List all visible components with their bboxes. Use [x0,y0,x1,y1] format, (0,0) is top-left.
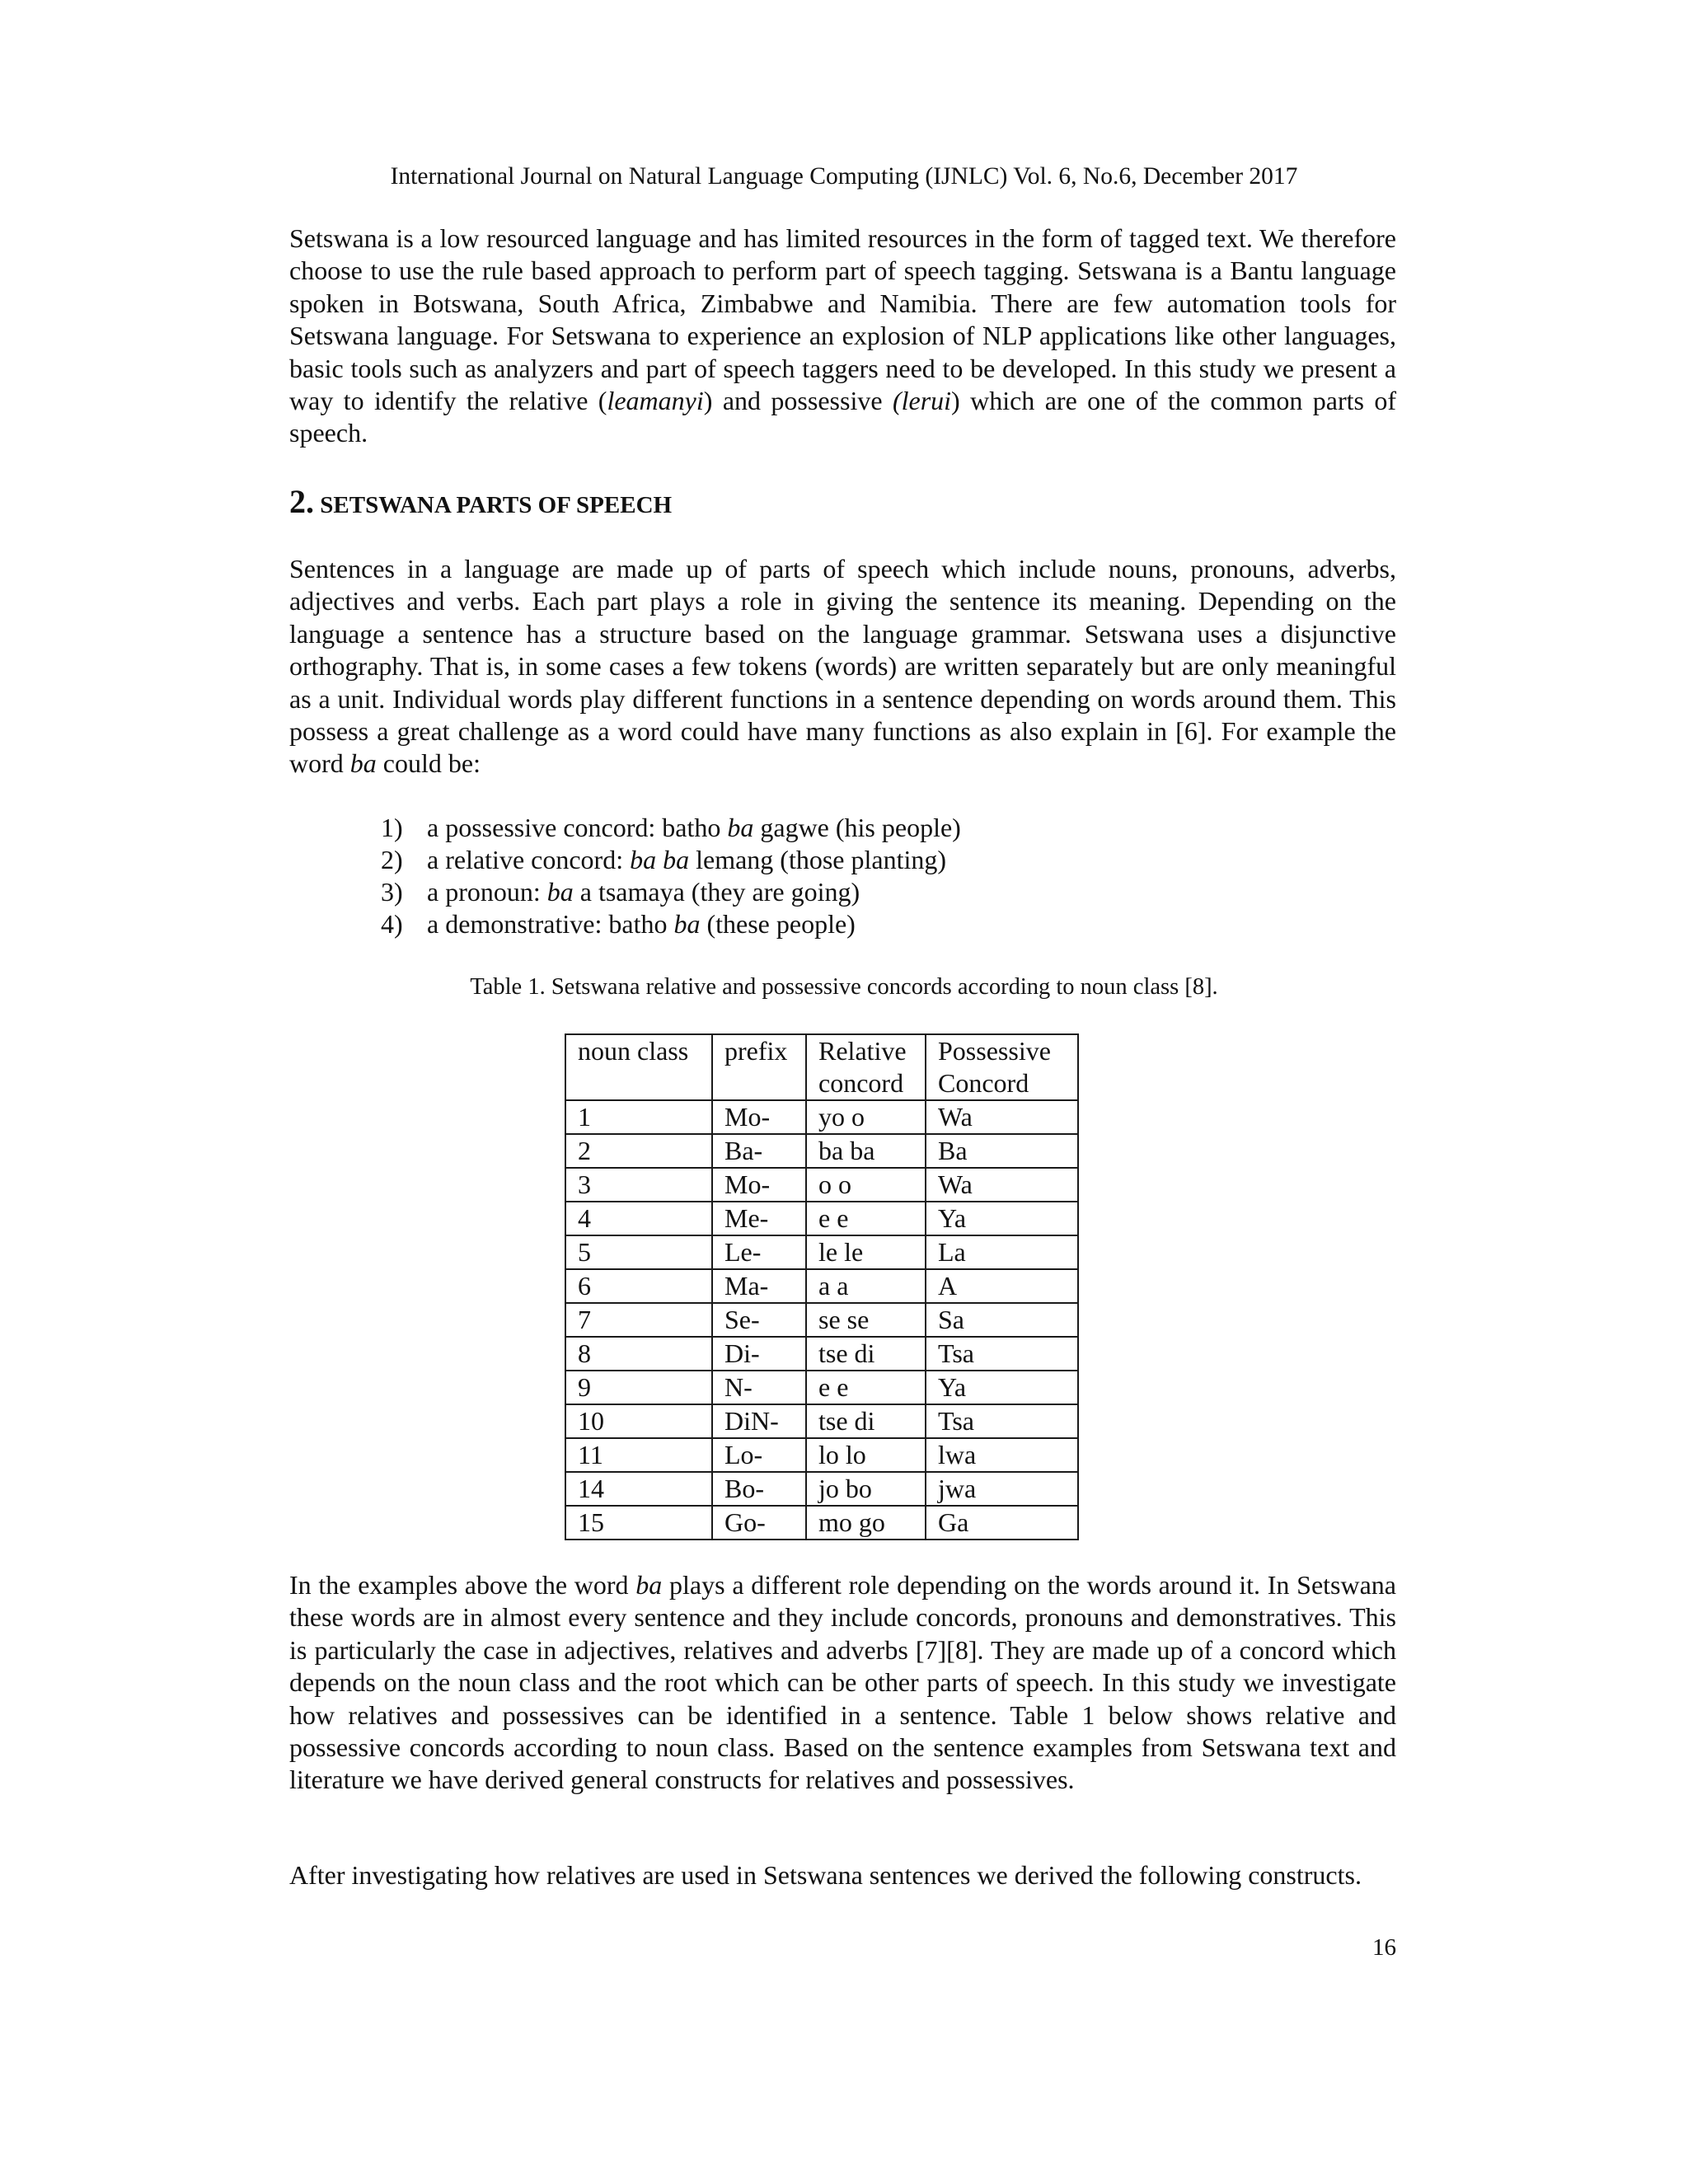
cell-possessive-concord: Wa [926,1168,1078,1202]
list-item: 4) a demonstrative: batho ba (these people) [381,909,856,939]
cell-noun-class: 11 [565,1438,712,1472]
cell-prefix: Me- [712,1202,806,1235]
cell-prefix: Le- [712,1235,806,1269]
cell-relative-concord: jo bo [806,1472,926,1506]
cell-possessive-concord: A [926,1269,1078,1303]
list-number: 3) [381,877,403,907]
cell-noun-class: 9 [565,1371,712,1404]
table-row [565,1134,1078,1168]
cell-noun-class: 10 [565,1404,712,1438]
cell-relative-concord: ba ba [806,1134,926,1168]
table-row [565,1303,1078,1337]
discussion-text-1: In the examples above the word [289,1570,636,1600]
cell-relative-concord: se se [806,1303,926,1337]
list-number: 4) [381,909,403,939]
cell-noun-class: 4 [565,1202,712,1235]
intro-text-3: ) which are one of the common parts of speech. [289,386,1396,448]
table-row [565,1100,1078,1134]
table-discussion-paragraph [289,1569,1396,1797]
cell-possessive-concord: Ya [926,1202,1078,1235]
table-row [565,1438,1078,1472]
cell-prefix: Mo- [712,1100,806,1134]
cell-noun-class: 8 [565,1337,712,1371]
header-noun-class: noun class [565,1034,712,1100]
page-number: 16 [1372,1934,1396,1961]
cell-possessive-concord: Wa [926,1100,1078,1134]
cell-relative-concord: mo go [806,1506,926,1540]
table-row [565,1472,1078,1506]
cell-possessive-concord: Tsa [926,1404,1078,1438]
cell-noun-class: 15 [565,1506,712,1540]
table-row [565,1371,1078,1404]
pos-term-ba: ba [349,748,377,779]
cell-noun-class: 2 [565,1134,712,1168]
cell-noun-class: 3 [565,1168,712,1202]
intro-term-leamanyi: leamanyi [607,386,704,416]
table-row [565,1269,1078,1303]
cell-relative-concord: a a [806,1269,926,1303]
cell-prefix: Bo- [712,1472,806,1506]
running-header: International Journal on Natural Language Computing (IJNLC) Vol. 6, No.6, December 2017 [390,163,1298,190]
table-row [565,1506,1078,1540]
discussion-text-2: plays a different role depending on the words around it. In Setswana these words are in almost every sentence and they include concords, pronouns and demonstratives. This is particularly the case in adjectives, relatives and adverbs [7][8]. They are made up of a concord which depends on the noun class and the root which can be other parts of speech. In this study we investigate how relatives and possessives can be identified in a sentence. Table 1 below shows relative and possessive concords according to noun class. Based on the sentence examples from Setswana text and literature we have derived general constructs for relatives and possessives. [289,1570,1397,1795]
section-heading [289,481,672,526]
cell-prefix: Ma- [712,1269,806,1303]
intro-text-2: ) and possessive [703,386,893,416]
cell-possessive-concord: Ya [926,1371,1078,1404]
cell-relative-concord: o o [806,1168,926,1202]
table-caption: Table 1. Setswana relative and possessive concords according to noun class [8]. [470,974,1218,1000]
example-list [381,812,961,940]
list-number: 2) [381,845,403,874]
header-possessive-concord: Possessive Concord [926,1034,1078,1100]
table-row [565,1168,1078,1202]
cell-prefix: N- [712,1371,806,1404]
cell-relative-concord: tse di [806,1337,926,1371]
cell-relative-concord: le le [806,1235,926,1269]
cell-noun-class: 14 [565,1472,712,1506]
list-number: 1) [381,813,403,842]
cell-possessive-concord: Ga [926,1506,1078,1540]
cell-possessive-concord: Ba [926,1134,1078,1168]
table-row [565,1404,1078,1438]
cell-possessive-concord: Sa [926,1303,1078,1337]
cell-prefix: DiN- [712,1404,806,1438]
list-item: 3) a pronoun: ba a tsamaya (they are going) [381,877,860,907]
cell-noun-class: 1 [565,1100,712,1134]
pos-text-1: Sentences in a language are made up of parts of speech which include nouns, pronouns, adverbs, adjectives and verbs. Each part plays a role in giving the sentence its meaning. Depending on the language a sentence has a structure based on the language grammar. Setswana uses a disjunctive orthography. That is, in some cases a few tokens (words) are written separately but are only meaningful as a unit. Individual words play different functions in a sentence depending on words around them. This possess a great challenge as a word could have many functions as also explain in [6]. For example the word [289,554,1396,779]
pos-text-2: could be: [376,748,481,779]
discussion-term-ba: ba [635,1570,663,1600]
cell-relative-concord: e e [806,1202,926,1235]
table-header-row [565,1034,1078,1100]
constructs-paragraph: After investigating how relatives are used in Setswana sentences we derived the following constructs. [289,1860,1362,1890]
cell-noun-class: 6 [565,1269,712,1303]
table-row [565,1202,1078,1235]
concord-table [565,1033,1079,1540]
cell-noun-class: 5 [565,1235,712,1269]
cell-relative-concord: lo lo [806,1438,926,1472]
cell-possessive-concord: Tsa [926,1337,1078,1371]
list-item: 2) a relative concord: ba ba lemang (those planting) [381,845,947,874]
cell-possessive-concord: lwa [926,1438,1078,1472]
cell-prefix: Mo- [712,1168,806,1202]
table-row [565,1235,1078,1269]
section-number: 2. [289,483,314,520]
header-relative-concord: Relative concord [806,1034,926,1100]
cell-prefix: Se- [712,1303,806,1337]
cell-relative-concord: e e [806,1371,926,1404]
cell-prefix: Di- [712,1337,806,1371]
parts-of-speech-paragraph [289,553,1396,780]
header-prefix: prefix [712,1034,806,1100]
cell-possessive-concord: La [926,1235,1078,1269]
list-item: 1) a possessive concord: batho ba gagwe (his people) [381,813,961,842]
cell-possessive-concord: jwa [926,1472,1078,1506]
section-title: SETSWANA PARTS OF SPEECH [320,492,673,518]
cell-prefix: Go- [712,1506,806,1540]
cell-relative-concord: yo o [806,1100,926,1134]
intro-text-1: Setswana is a low resourced language and has limited resources in the form of tagged text. We therefore choose to use the rule based approach to perform part of speech tagging. Setswana is a Bantu language spoken in Botswana, South Africa, Zimbabwe and Namibia. There are few automation tools for Setswana language. For Setswana to experience an explosion of NLP applications like other languages, basic tools such as analyzers and part of speech taggers need to be developed. In this study we present a way to identify the relative ( [289,223,1396,416]
cell-relative-concord: tse di [806,1404,926,1438]
intro-term-lerui: (lerui [892,386,952,416]
intro-paragraph [289,223,1396,450]
table-row [565,1337,1078,1371]
cell-prefix: Lo- [712,1438,806,1472]
cell-prefix: Ba- [712,1134,806,1168]
cell-noun-class: 7 [565,1303,712,1337]
